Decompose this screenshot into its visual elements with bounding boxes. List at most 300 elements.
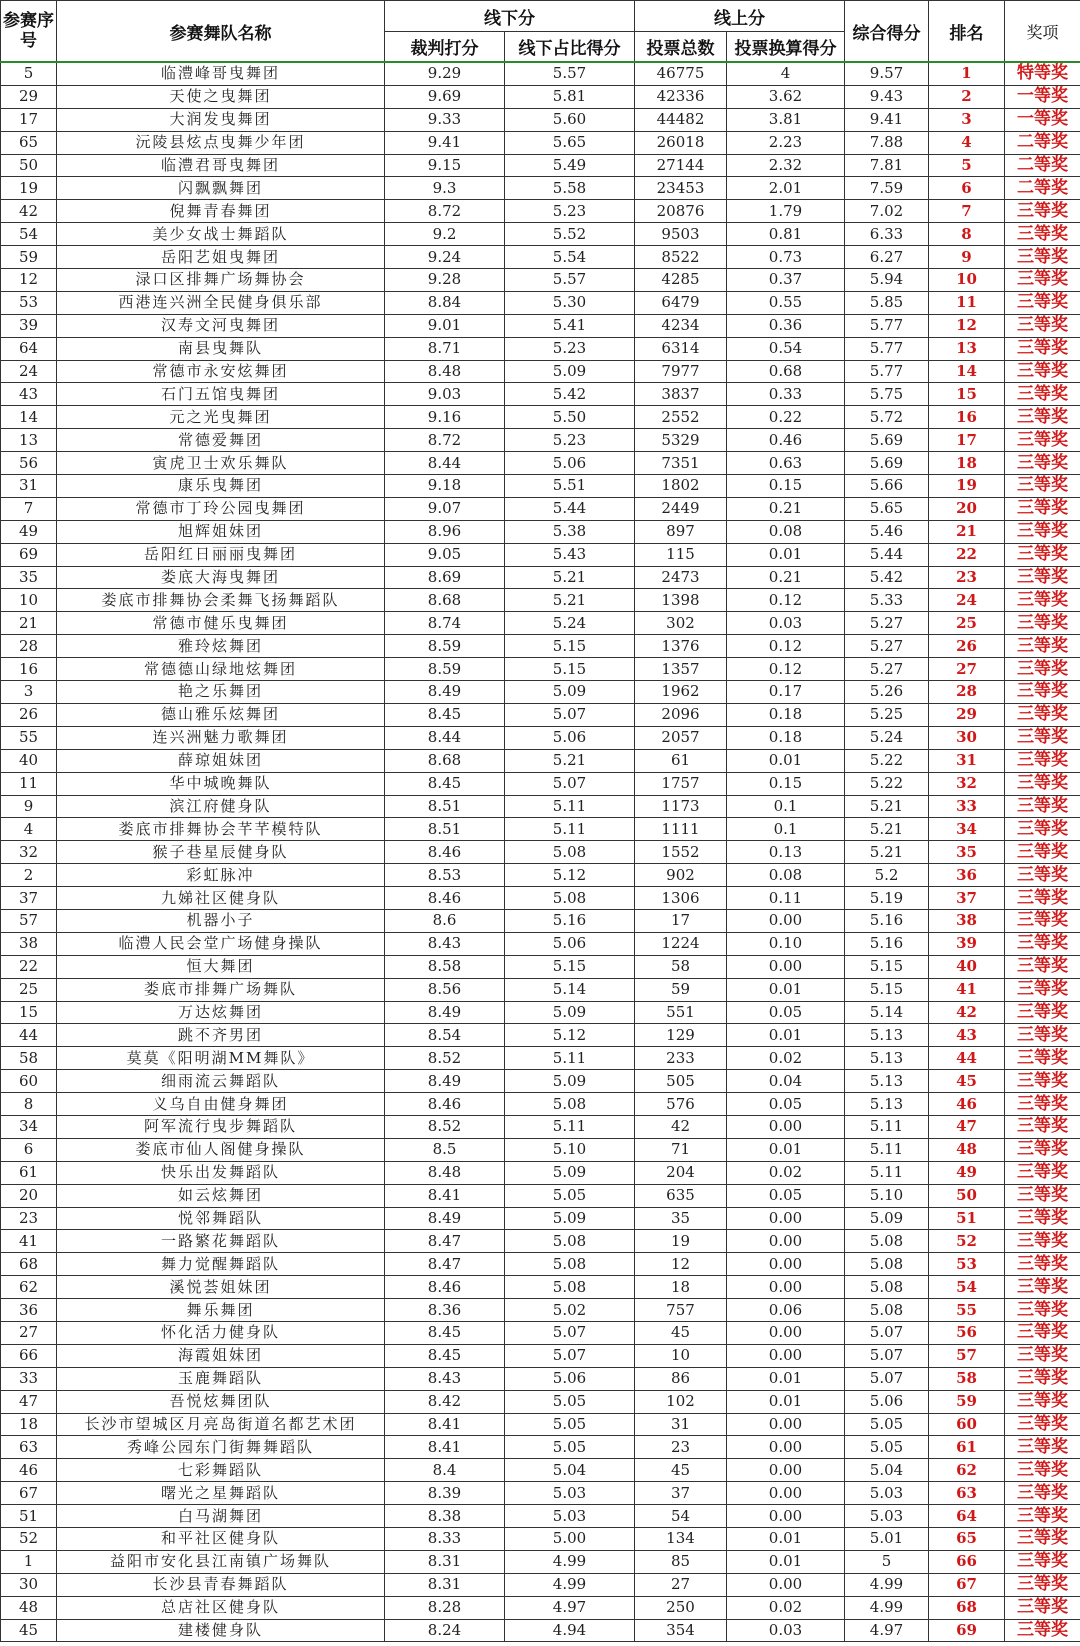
cell-rank: 7 <box>929 200 1005 223</box>
cell-offline-ratio-score: 5.65 <box>505 131 635 154</box>
cell-vote-score: 0.01 <box>727 1528 845 1551</box>
cell-team-name: 岳阳艺姐曳舞团 <box>57 246 385 269</box>
cell-judge-score: 8.41 <box>385 1436 505 1459</box>
cell-team-name: 西港连兴洲全民健身俱乐部 <box>57 291 385 314</box>
cell-total-score: 5.21 <box>845 841 929 864</box>
cell-offline-ratio-score: 5.57 <box>505 62 635 85</box>
cell-vote-score: 2.32 <box>727 154 845 177</box>
table-row <box>1 246 1080 269</box>
cell-total-score: 5.10 <box>845 1184 929 1207</box>
cell-seq: 23 <box>1 1207 57 1230</box>
cell-team-name: 猴子巷星辰健身队 <box>57 841 385 864</box>
cell-offline-ratio-score: 5.54 <box>505 246 635 269</box>
cell-judge-score: 8.41 <box>385 1184 505 1207</box>
cell-vote-total: 7977 <box>635 360 727 383</box>
cell-vote-score: 0.02 <box>727 1596 845 1619</box>
cell-team-name: 闪飘飘舞团 <box>57 177 385 200</box>
cell-award: 三等奖 <box>1005 1070 1080 1093</box>
table-row <box>1 887 1080 910</box>
cell-seq: 30 <box>1 1573 57 1596</box>
cell-team-name: 娄底市排舞广场舞队 <box>57 978 385 1001</box>
cell-vote-total: 6314 <box>635 337 727 360</box>
table-row <box>1 520 1080 543</box>
cell-award: 三等奖 <box>1005 1482 1080 1505</box>
cell-vote-total: 1757 <box>635 772 727 795</box>
cell-total-score: 5.25 <box>845 703 929 726</box>
cell-award: 三等奖 <box>1005 1436 1080 1459</box>
cell-seq: 69 <box>1 543 57 566</box>
cell-total-score: 5.66 <box>845 475 929 498</box>
cell-offline-ratio-score: 5.41 <box>505 314 635 337</box>
cell-total-score: 6.33 <box>845 223 929 246</box>
cell-vote-total: 1376 <box>635 635 727 658</box>
table-row <box>1 726 1080 749</box>
header-online-group: 线上分 <box>635 1 845 32</box>
cell-offline-ratio-score: 5.03 <box>505 1505 635 1528</box>
cell-total-score: 7.81 <box>845 154 929 177</box>
cell-vote-score: 0.21 <box>727 566 845 589</box>
cell-seq: 35 <box>1 566 57 589</box>
cell-rank: 16 <box>929 406 1005 429</box>
cell-seq: 28 <box>1 635 57 658</box>
cell-team-name: 和平社区健身队 <box>57 1528 385 1551</box>
cell-offline-ratio-score: 5.50 <box>505 406 635 429</box>
cell-rank: 20 <box>929 497 1005 520</box>
cell-seq: 54 <box>1 223 57 246</box>
cell-team-name: 七彩舞蹈队 <box>57 1459 385 1482</box>
cell-vote-score: 0.01 <box>727 1550 845 1573</box>
cell-judge-score: 9.18 <box>385 475 505 498</box>
cell-total-score: 5.21 <box>845 818 929 841</box>
cell-team-name: 倪舞青春舞团 <box>57 200 385 223</box>
table-row <box>1 772 1080 795</box>
cell-seq: 37 <box>1 887 57 910</box>
table-row <box>1 589 1080 612</box>
cell-vote-total: 23453 <box>635 177 727 200</box>
cell-offline-ratio-score: 5.11 <box>505 795 635 818</box>
cell-award: 三等奖 <box>1005 1115 1080 1138</box>
cell-judge-score: 9.69 <box>385 85 505 108</box>
cell-team-name: 悦邻舞蹈队 <box>57 1207 385 1230</box>
cell-team-name: 吾悦炫舞团队 <box>57 1390 385 1413</box>
table-row <box>1 1482 1080 1505</box>
cell-judge-score: 8.84 <box>385 291 505 314</box>
table-row <box>1 1207 1080 1230</box>
cell-vote-score: 0.08 <box>727 864 845 887</box>
cell-vote-total: 45 <box>635 1459 727 1482</box>
table-row <box>1 749 1080 772</box>
cell-rank: 55 <box>929 1299 1005 1322</box>
cell-vote-total: 23 <box>635 1436 727 1459</box>
cell-vote-score: 0.63 <box>727 452 845 475</box>
cell-rank: 24 <box>929 589 1005 612</box>
cell-seq: 59 <box>1 246 57 269</box>
cell-vote-total: 2096 <box>635 703 727 726</box>
cell-award: 三等奖 <box>1005 795 1080 818</box>
cell-vote-total: 42336 <box>635 85 727 108</box>
cell-award: 三等奖 <box>1005 749 1080 772</box>
cell-offline-ratio-score: 5.08 <box>505 887 635 910</box>
cell-team-name: 机器小子 <box>57 909 385 932</box>
cell-award: 三等奖 <box>1005 1367 1080 1390</box>
cell-offline-ratio-score: 5.09 <box>505 1161 635 1184</box>
cell-award: 三等奖 <box>1005 1207 1080 1230</box>
cell-award: 三等奖 <box>1005 200 1080 223</box>
cell-vote-total: 2057 <box>635 726 727 749</box>
cell-total-score: 9.57 <box>845 62 929 85</box>
cell-rank: 59 <box>929 1390 1005 1413</box>
cell-vote-total: 102 <box>635 1390 727 1413</box>
header-rank: 排名 <box>929 1 1005 63</box>
cell-vote-score: 0.06 <box>727 1299 845 1322</box>
cell-offline-ratio-score: 5.03 <box>505 1482 635 1505</box>
cell-offline-ratio-score: 5.09 <box>505 1070 635 1093</box>
cell-vote-total: 635 <box>635 1184 727 1207</box>
table-row <box>1 131 1080 154</box>
cell-team-name: 万达炫舞团 <box>57 1001 385 1024</box>
table-row <box>1 978 1080 1001</box>
cell-rank: 10 <box>929 269 1005 292</box>
cell-team-name: 跳不齐男团 <box>57 1024 385 1047</box>
table-row <box>1 681 1080 704</box>
cell-seq: 45 <box>1 1619 57 1642</box>
cell-team-name: 长沙市望城区月亮岛街道名都艺术团 <box>57 1413 385 1436</box>
cell-total-score: 7.02 <box>845 200 929 223</box>
cell-judge-score: 8.47 <box>385 1230 505 1253</box>
cell-vote-score: 0.1 <box>727 818 845 841</box>
cell-team-name: 总店社区健身队 <box>57 1596 385 1619</box>
cell-seq: 53 <box>1 291 57 314</box>
cell-seq: 68 <box>1 1253 57 1276</box>
cell-offline-ratio-score: 5.06 <box>505 932 635 955</box>
cell-rank: 2 <box>929 85 1005 108</box>
cell-judge-score: 8.72 <box>385 429 505 452</box>
cell-offline-ratio-score: 5.57 <box>505 269 635 292</box>
cell-judge-score: 9.24 <box>385 246 505 269</box>
cell-offline-ratio-score: 5.51 <box>505 475 635 498</box>
cell-award: 三等奖 <box>1005 932 1080 955</box>
cell-offline-ratio-score: 5.38 <box>505 520 635 543</box>
cell-seq: 51 <box>1 1505 57 1528</box>
cell-award: 二等奖 <box>1005 154 1080 177</box>
cell-vote-total: 302 <box>635 612 727 635</box>
cell-vote-score: 3.81 <box>727 108 845 131</box>
cell-rank: 18 <box>929 452 1005 475</box>
cell-vote-total: 576 <box>635 1093 727 1116</box>
cell-rank: 67 <box>929 1573 1005 1596</box>
cell-team-name: 天使之曳舞团 <box>57 85 385 108</box>
table-row <box>1 795 1080 818</box>
cell-rank: 1 <box>929 62 1005 85</box>
cell-vote-score: 4 <box>727 62 845 85</box>
cell-vote-score: 0.00 <box>727 1505 845 1528</box>
cell-offline-ratio-score: 5.81 <box>505 85 635 108</box>
cell-seq: 24 <box>1 360 57 383</box>
cell-total-score: 5.08 <box>845 1230 929 1253</box>
cell-vote-total: 37 <box>635 1482 727 1505</box>
cell-team-name: 娄底市仙人阁健身操队 <box>57 1138 385 1161</box>
cell-total-score: 5.05 <box>845 1436 929 1459</box>
cell-offline-ratio-score: 5.07 <box>505 772 635 795</box>
cell-vote-score: 0.03 <box>727 612 845 635</box>
cell-seq: 56 <box>1 452 57 475</box>
cell-judge-score: 9.03 <box>385 383 505 406</box>
cell-total-score: 5.04 <box>845 1459 929 1482</box>
cell-award: 三等奖 <box>1005 1344 1080 1367</box>
cell-vote-total: 1962 <box>635 681 727 704</box>
cell-team-name: 雅玲炫舞团 <box>57 635 385 658</box>
cell-total-score: 5.08 <box>845 1253 929 1276</box>
cell-seq: 67 <box>1 1482 57 1505</box>
cell-seq: 63 <box>1 1436 57 1459</box>
cell-award: 三等奖 <box>1005 223 1080 246</box>
cell-seq: 32 <box>1 841 57 864</box>
cell-judge-score: 8.68 <box>385 589 505 612</box>
cell-offline-ratio-score: 5.07 <box>505 703 635 726</box>
cell-award: 三等奖 <box>1005 291 1080 314</box>
cell-vote-total: 2449 <box>635 497 727 520</box>
table-row <box>1 1321 1080 1344</box>
table-row <box>1 1138 1080 1161</box>
cell-rank: 36 <box>929 864 1005 887</box>
cell-vote-total: 757 <box>635 1299 727 1322</box>
cell-offline-ratio-score: 5.07 <box>505 1344 635 1367</box>
cell-team-name: 汉寿文河曳舞团 <box>57 314 385 337</box>
cell-team-name: 薛琼姐妹团 <box>57 749 385 772</box>
cell-total-score: 9.43 <box>845 85 929 108</box>
cell-award: 三等奖 <box>1005 1596 1080 1619</box>
cell-total-score: 5.33 <box>845 589 929 612</box>
table-row <box>1 383 1080 406</box>
table-row <box>1 1528 1080 1551</box>
cell-rank: 39 <box>929 932 1005 955</box>
cell-total-score: 5.22 <box>845 749 929 772</box>
cell-award: 三等奖 <box>1005 1253 1080 1276</box>
cell-judge-score: 8.52 <box>385 1115 505 1138</box>
cell-vote-total: 1306 <box>635 887 727 910</box>
cell-vote-score: 0.81 <box>727 223 845 246</box>
cell-total-score: 5.13 <box>845 1047 929 1070</box>
cell-vote-total: 20876 <box>635 200 727 223</box>
cell-vote-total: 4285 <box>635 269 727 292</box>
cell-rank: 53 <box>929 1253 1005 1276</box>
cell-team-name: 康乐曳舞团 <box>57 475 385 498</box>
cell-rank: 40 <box>929 955 1005 978</box>
cell-rank: 30 <box>929 726 1005 749</box>
cell-vote-score: 0.00 <box>727 1115 845 1138</box>
table-row <box>1 1276 1080 1299</box>
cell-vote-total: 129 <box>635 1024 727 1047</box>
cell-vote-score: 0.18 <box>727 703 845 726</box>
cell-vote-score: 0.12 <box>727 635 845 658</box>
cell-vote-score: 0.11 <box>727 887 845 910</box>
cell-vote-total: 5329 <box>635 429 727 452</box>
cell-rank: 44 <box>929 1047 1005 1070</box>
table-row <box>1 1459 1080 1482</box>
cell-seq: 19 <box>1 177 57 200</box>
cell-offline-ratio-score: 4.97 <box>505 1596 635 1619</box>
cell-award: 三等奖 <box>1005 1619 1080 1642</box>
cell-team-name: 渌口区排舞广场舞协会 <box>57 269 385 292</box>
cell-total-score: 5.21 <box>845 795 929 818</box>
cell-seq: 62 <box>1 1276 57 1299</box>
cell-offline-ratio-score: 5.23 <box>505 337 635 360</box>
cell-total-score: 7.88 <box>845 131 929 154</box>
cell-offline-ratio-score: 5.52 <box>505 223 635 246</box>
cell-vote-score: 0.15 <box>727 475 845 498</box>
cell-offline-ratio-score: 5.05 <box>505 1436 635 1459</box>
cell-vote-total: 18 <box>635 1276 727 1299</box>
cell-rank: 50 <box>929 1184 1005 1207</box>
cell-total-score: 5.26 <box>845 681 929 704</box>
cell-award: 三等奖 <box>1005 909 1080 932</box>
cell-vote-total: 46775 <box>635 62 727 85</box>
cell-total-score: 4.99 <box>845 1573 929 1596</box>
cell-judge-score: 8.33 <box>385 1528 505 1551</box>
cell-seq: 25 <box>1 978 57 1001</box>
cell-seq: 38 <box>1 932 57 955</box>
cell-rank: 22 <box>929 543 1005 566</box>
cell-total-score: 5.65 <box>845 497 929 520</box>
cell-team-name: 白马湖舞团 <box>57 1505 385 1528</box>
cell-vote-score: 0.00 <box>727 955 845 978</box>
header-offline-group: 线下分 <box>385 1 635 32</box>
cell-offline-ratio-score: 4.99 <box>505 1573 635 1596</box>
cell-team-name: 连兴洲魅力歌舞团 <box>57 726 385 749</box>
cell-total-score: 6.27 <box>845 246 929 269</box>
cell-judge-score: 9.07 <box>385 497 505 520</box>
cell-vote-score: 0.00 <box>727 1459 845 1482</box>
cell-offline-ratio-score: 5.08 <box>505 1230 635 1253</box>
cell-vote-score: 0.02 <box>727 1047 845 1070</box>
cell-rank: 69 <box>929 1619 1005 1642</box>
cell-judge-score: 8.45 <box>385 703 505 726</box>
cell-rank: 25 <box>929 612 1005 635</box>
cell-judge-score: 8.74 <box>385 612 505 635</box>
cell-award: 三等奖 <box>1005 452 1080 475</box>
cell-rank: 49 <box>929 1161 1005 1184</box>
cell-vote-total: 4234 <box>635 314 727 337</box>
cell-rank: 9 <box>929 246 1005 269</box>
table-row <box>1 1184 1080 1207</box>
cell-rank: 66 <box>929 1550 1005 1573</box>
cell-seq: 55 <box>1 726 57 749</box>
cell-team-name: 益阳市安化县江南镇广场舞队 <box>57 1550 385 1573</box>
cell-vote-total: 1111 <box>635 818 727 841</box>
cell-vote-score: 0.04 <box>727 1070 845 1093</box>
cell-team-name: 常德爱舞团 <box>57 429 385 452</box>
cell-rank: 64 <box>929 1505 1005 1528</box>
cell-offline-ratio-score: 5.12 <box>505 1024 635 1047</box>
cell-team-name: 娄底市排舞协会柔舞飞扬舞蹈队 <box>57 589 385 612</box>
cell-seq: 14 <box>1 406 57 429</box>
cell-vote-score: 0.01 <box>727 543 845 566</box>
cell-vote-score: 0.21 <box>727 497 845 520</box>
cell-award: 三等奖 <box>1005 1138 1080 1161</box>
cell-vote-score: 0.01 <box>727 978 845 1001</box>
cell-total-score: 5.94 <box>845 269 929 292</box>
cell-judge-score: 8.31 <box>385 1573 505 1596</box>
cell-vote-total: 2473 <box>635 566 727 589</box>
cell-total-score: 5.27 <box>845 658 929 681</box>
cell-judge-score: 8.56 <box>385 978 505 1001</box>
cell-offline-ratio-score: 5.06 <box>505 726 635 749</box>
table-row <box>1 475 1080 498</box>
table-row <box>1 154 1080 177</box>
cell-offline-ratio-score: 5.15 <box>505 658 635 681</box>
cell-offline-ratio-score: 5.08 <box>505 1093 635 1116</box>
cell-judge-score: 8.41 <box>385 1413 505 1436</box>
cell-offline-ratio-score: 5.21 <box>505 589 635 612</box>
cell-offline-ratio-score: 5.09 <box>505 1207 635 1230</box>
cell-seq: 50 <box>1 154 57 177</box>
cell-rank: 11 <box>929 291 1005 314</box>
cell-rank: 27 <box>929 658 1005 681</box>
cell-vote-total: 902 <box>635 864 727 887</box>
cell-judge-score: 8.48 <box>385 360 505 383</box>
cell-offline-ratio-score: 5.08 <box>505 1253 635 1276</box>
cell-rank: 47 <box>929 1115 1005 1138</box>
table-row <box>1 406 1080 429</box>
cell-vote-total: 897 <box>635 520 727 543</box>
cell-rank: 65 <box>929 1528 1005 1551</box>
cell-team-name: 南县曳舞队 <box>57 337 385 360</box>
cell-offline-ratio-score: 5.15 <box>505 955 635 978</box>
cell-vote-total: 10 <box>635 1344 727 1367</box>
cell-total-score: 5.13 <box>845 1070 929 1093</box>
cell-team-name: 细雨流云舞蹈队 <box>57 1070 385 1093</box>
cell-rank: 31 <box>929 749 1005 772</box>
cell-team-name: 临澧人民会堂广场健身操队 <box>57 932 385 955</box>
cell-judge-score: 9.28 <box>385 269 505 292</box>
cell-judge-score: 9.05 <box>385 543 505 566</box>
cell-seq: 9 <box>1 795 57 818</box>
cell-award: 三等奖 <box>1005 887 1080 910</box>
table-row <box>1 909 1080 932</box>
cell-judge-score: 8.44 <box>385 452 505 475</box>
cell-total-score: 5.77 <box>845 337 929 360</box>
cell-offline-ratio-score: 5.23 <box>505 429 635 452</box>
cell-award: 三等奖 <box>1005 955 1080 978</box>
cell-offline-ratio-score: 5.02 <box>505 1299 635 1322</box>
cell-team-name: 曙光之星舞蹈队 <box>57 1482 385 1505</box>
cell-award: 三等奖 <box>1005 1505 1080 1528</box>
cell-team-name: 华中城晚舞队 <box>57 772 385 795</box>
cell-offline-ratio-score: 5.06 <box>505 1367 635 1390</box>
cell-total-score: 5.07 <box>845 1344 929 1367</box>
cell-offline-ratio-score: 5.09 <box>505 681 635 704</box>
cell-total-score: 5.75 <box>845 383 929 406</box>
cell-vote-score: 0.01 <box>727 1390 845 1413</box>
table-row <box>1 1436 1080 1459</box>
cell-rank: 13 <box>929 337 1005 360</box>
cell-seq: 11 <box>1 772 57 795</box>
cell-vote-total: 1802 <box>635 475 727 498</box>
cell-vote-score: 0.01 <box>727 1367 845 1390</box>
cell-seq: 39 <box>1 314 57 337</box>
table-row <box>1 1093 1080 1116</box>
cell-seq: 5 <box>1 62 57 85</box>
cell-judge-score: 8.51 <box>385 818 505 841</box>
cell-total-score: 5.09 <box>845 1207 929 1230</box>
cell-vote-total: 134 <box>635 1528 727 1551</box>
cell-seq: 18 <box>1 1413 57 1436</box>
cell-seq: 1 <box>1 1550 57 1573</box>
cell-award: 一等奖 <box>1005 85 1080 108</box>
cell-total-score: 5.27 <box>845 635 929 658</box>
cell-offline-ratio-score: 5.14 <box>505 978 635 1001</box>
cell-rank: 41 <box>929 978 1005 1001</box>
